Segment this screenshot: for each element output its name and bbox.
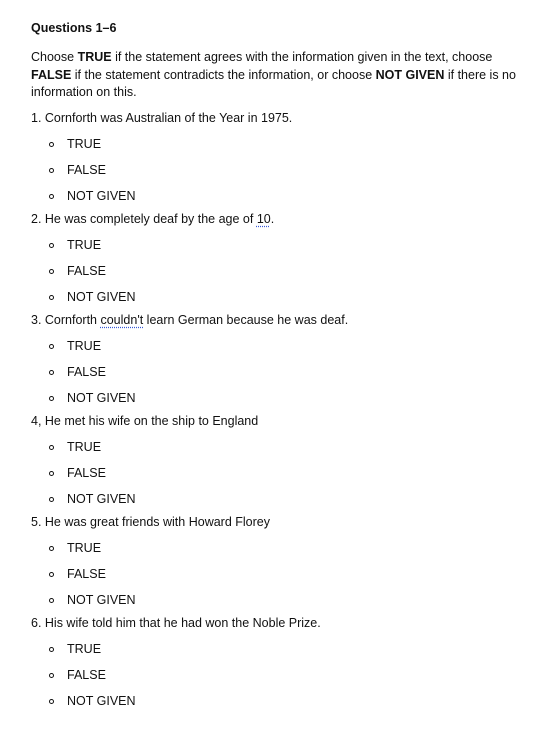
spellcheck-marked-word[interactable]: 10 — [256, 211, 271, 226]
instructions-text: if the statement agrees with the information given in the text, choose — [111, 50, 493, 64]
option-label: FALSE — [67, 162, 106, 177]
question-6-text: 6. His wife told him that he had won the Noble Prize. — [31, 615, 321, 630]
question-block-3 — [31, 312, 531, 411]
instructions-text: if the statement contradicts the information, or choose — [71, 67, 376, 82]
hollow-bullet-icon — [49, 445, 54, 450]
answer-option[interactable] — [31, 434, 531, 460]
instructions-paragraph — [31, 49, 531, 102]
instructions-text: if there is no information on this. — [31, 67, 516, 99]
option-label: TRUE — [67, 338, 102, 353]
option-label: TRUE — [67, 136, 102, 151]
option-label: FALSE — [67, 465, 106, 480]
question-block-6 — [31, 615, 531, 714]
answer-option[interactable] — [31, 183, 531, 209]
hollow-bullet-icon — [49, 370, 54, 375]
hollow-bullet-icon — [49, 546, 54, 551]
not-given-keyword: NOT GIVEN — [375, 67, 445, 82]
answer-option[interactable] — [31, 535, 531, 561]
question-2-text — [31, 211, 531, 228]
answer-option[interactable] — [31, 232, 531, 258]
answer-option[interactable] — [31, 258, 531, 284]
question-2-options — [31, 232, 531, 310]
option-label: NOT GIVEN — [67, 592, 136, 607]
question-5-text: 5. He was great friends with Howard Florey — [31, 514, 270, 529]
hollow-bullet-icon — [49, 269, 54, 274]
question-block-4 — [31, 413, 531, 512]
question-3-text — [31, 312, 531, 329]
answer-option[interactable] — [31, 131, 531, 157]
hollow-bullet-icon — [49, 295, 54, 300]
hollow-bullet-icon — [49, 243, 54, 248]
answer-option[interactable] — [31, 662, 531, 688]
option-label: NOT GIVEN — [67, 390, 136, 405]
false-keyword: FALSE — [31, 67, 72, 82]
hollow-bullet-icon — [49, 344, 54, 349]
option-label: FALSE — [67, 566, 106, 581]
answer-option[interactable] — [31, 359, 531, 385]
option-label: TRUE — [67, 540, 102, 555]
instructions-text: Choose — [31, 50, 78, 64]
hollow-bullet-icon — [49, 497, 54, 502]
section-heading: Questions 1–6 — [31, 21, 117, 35]
answer-option[interactable] — [31, 561, 531, 587]
hollow-bullet-icon — [49, 699, 54, 704]
question-3-text-part: learn German because he was deaf. — [143, 312, 349, 327]
option-label: TRUE — [67, 439, 102, 454]
question-1-options — [31, 131, 531, 209]
question-6-options — [31, 636, 531, 714]
question-2-text-part: . — [270, 211, 275, 226]
hollow-bullet-icon — [49, 396, 54, 401]
hollow-bullet-icon — [49, 598, 54, 603]
hollow-bullet-icon — [49, 142, 54, 147]
question-4-options — [31, 434, 531, 512]
hollow-bullet-icon — [49, 168, 54, 173]
question-block-5 — [31, 514, 531, 613]
question-4-text: 4, He met his wife on the ship to England — [31, 413, 259, 428]
question-2-text-part: 2. He was completely deaf by the age of — [31, 211, 257, 226]
question-1-text: 1. Cornforth was Australian of the Year in 1975. — [31, 110, 293, 125]
answer-option[interactable] — [31, 284, 531, 310]
answer-option[interactable] — [31, 486, 531, 512]
option-label: TRUE — [67, 237, 102, 252]
question-5-options — [31, 535, 531, 613]
answer-option[interactable] — [31, 385, 531, 411]
option-label: NOT GIVEN — [67, 289, 136, 304]
option-label: NOT GIVEN — [67, 693, 136, 708]
hollow-bullet-icon — [49, 471, 54, 476]
hollow-bullet-icon — [49, 647, 54, 652]
option-label: FALSE — [67, 667, 106, 682]
document-page — [31, 20, 531, 714]
hollow-bullet-icon — [49, 194, 54, 199]
question-3-options — [31, 333, 531, 411]
option-label: FALSE — [67, 263, 106, 278]
option-label: TRUE — [67, 641, 102, 656]
answer-option[interactable] — [31, 157, 531, 183]
answer-option[interactable] — [31, 587, 531, 613]
spellcheck-marked-word[interactable]: couldn't — [100, 312, 144, 327]
question-block-2 — [31, 211, 531, 310]
option-label: NOT GIVEN — [67, 491, 136, 506]
answer-option[interactable] — [31, 636, 531, 662]
true-keyword: TRUE — [77, 50, 112, 64]
option-label: FALSE — [67, 364, 106, 379]
question-3-text-part: 3. Cornforth — [31, 312, 101, 327]
question-block-1 — [31, 110, 531, 209]
hollow-bullet-icon — [49, 572, 54, 577]
answer-option[interactable] — [31, 333, 531, 359]
hollow-bullet-icon — [49, 673, 54, 678]
option-label: NOT GIVEN — [67, 188, 136, 203]
answer-option[interactable] — [31, 688, 531, 714]
answer-option[interactable] — [31, 460, 531, 486]
